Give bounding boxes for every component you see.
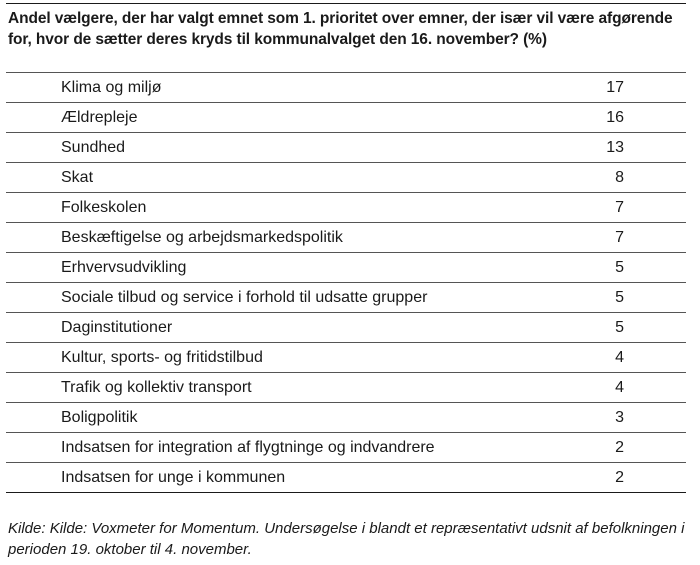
- row-value: 4: [615, 349, 624, 366]
- table-row: [6, 133, 686, 163]
- row-label: Beskæftigelse og arbejdsmarkedspolitik: [61, 229, 343, 246]
- row-label: Sociale tilbud og service i forhold til udsatte grupper: [61, 289, 428, 306]
- row-label: Daginstitutioner: [61, 319, 173, 336]
- table-row: [6, 253, 686, 283]
- row-value: 5: [615, 289, 624, 306]
- row-value: 13: [606, 139, 624, 156]
- table-row: [6, 313, 686, 343]
- row-value: 5: [615, 259, 624, 276]
- table-title: Andel vælgere, der har valgt emnet som 1. prioritet over emner, der især vil være afgørende for, hvor de sætter deres kryds til kommunalvalget den 16. november? (%): [8, 10, 673, 48]
- row-label: Klima og miljø: [61, 79, 162, 96]
- table-row: [6, 463, 686, 493]
- table-row: [6, 343, 686, 373]
- row-value: 7: [615, 229, 624, 246]
- row-value: 16: [606, 109, 624, 126]
- table-row: [6, 163, 686, 193]
- row-label: Skat: [61, 169, 94, 186]
- table-row: [6, 223, 686, 253]
- row-value: 7: [615, 199, 624, 216]
- row-value: 17: [606, 79, 624, 96]
- table-row: [6, 193, 686, 223]
- source-note: Kilde: Kilde: Voxmeter for Momentum. Undersøgelse i blandt et repræsentativt udsnit af befolkningen i perioden 19. oktober til 4. november.: [8, 520, 685, 558]
- table-row: [6, 73, 686, 103]
- row-label: Folkeskolen: [61, 199, 147, 216]
- row-label: Indsatsen for integration af flygtninge og indvandrere: [61, 439, 435, 456]
- row-value: 8: [615, 169, 624, 186]
- data-table: [6, 72, 686, 493]
- table-row: [6, 403, 686, 433]
- row-label: Indsatsen for unge i kommunen: [61, 469, 286, 486]
- row-label: Kultur, sports- og fritidstilbud: [61, 349, 263, 366]
- table-row: [6, 283, 686, 313]
- row-value: 5: [615, 319, 624, 336]
- table-row: [6, 373, 686, 403]
- table-row: [6, 433, 686, 463]
- row-value: 4: [615, 379, 624, 396]
- row-label: Sundhed: [61, 139, 126, 156]
- row-label: Erhvervsudvikling: [61, 259, 187, 276]
- row-label: Ældrepleje: [61, 109, 138, 126]
- row-value: 2: [615, 469, 624, 486]
- row-value: 2: [615, 439, 624, 456]
- row-value: 3: [615, 409, 624, 426]
- table-row: [6, 103, 686, 133]
- row-label: Trafik og kollektiv transport: [61, 379, 252, 396]
- row-label: Boligpolitik: [61, 409, 138, 426]
- top-rule: [6, 3, 686, 4]
